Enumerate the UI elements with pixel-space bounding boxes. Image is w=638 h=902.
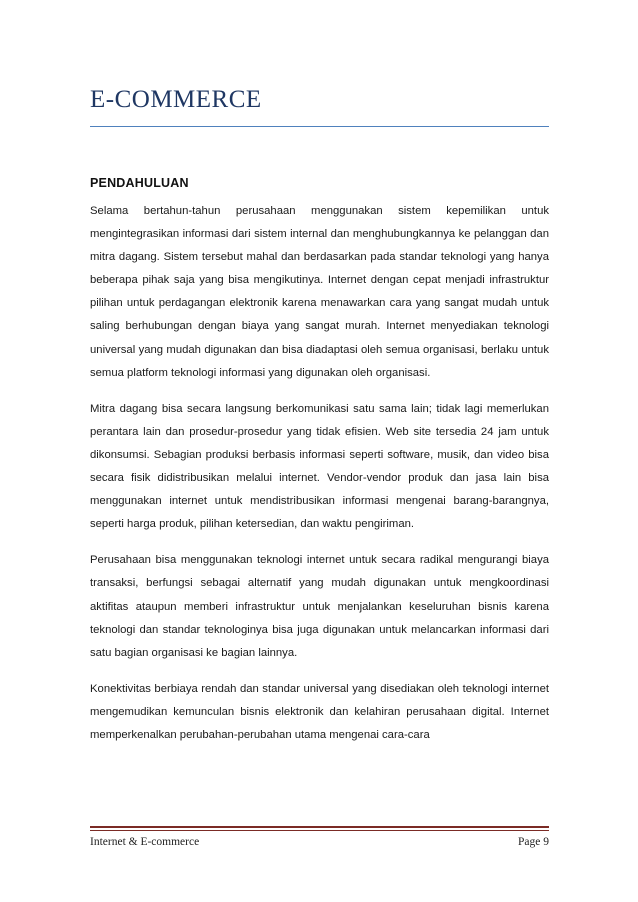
page-footer [90,836,549,848]
paragraph-3: Perusahaan bisa menggunakan teknologi internet untuk secara radikal mengurangi biaya transaksi, berfungsi sebagai alternatif yang mudah digunakan untuk mengkoordinasi aktifitas ataupun memberi infrastruktur untuk menjalankan keseluruhan bisnis karena teknologi dan standar teknologinya bisa juga digunakan untuk melancarkan informasi dari satu bagian organisasi ke bagian lainnya. [90,554,549,659]
document-title: E-COMMERCE [90,86,262,113]
footer-doc-name: Internet & E-commerce [90,836,200,848]
title-underline [90,126,549,127]
footer-rule [90,826,549,828]
paragraph-4: Konektivitas berbiaya rendah dan standar universal yang disediakan oleh teknologi internet mengemudikan kemunculan bisnis elektronik dan kelahiran perusahaan digital. Internet memperkenalkan perubahan-perubahan utama mengenai cara-cara [90,682,549,741]
paragraph-2: Mitra dagang bisa secara langsung berkomunikasi satu sama lain; tidak lagi memerlukan perantara lain dan prosedur-prosedur yang tidak efisien. Web site tersedia 24 jam untuk dikonsumsi. Sebagian produksi berbasis informasi seperti software, musik, dan video bisa secara fisik didistribusikan melalui internet. Vendor-vendor produk dan jasa lain bisa menggunakan internet untuk mendistribusikan informasi mengenai barang-barangnya, seperti harga produk, pilihan ketersedian, dan waktu pengiriman. [90,402,549,531]
paragraph-1: Selama bertahun-tahun perusahaan menggunakan sistem kepemilikan untuk mengintegrasikan informasi dari sistem internal dan menghubungkannya ke pelanggan dan mitra dagang. Sistem tersebut mahal dan berdasarkan pada standar teknologi yang hanya beberapa pihak saja yang bisa mengikutinya. Internet dengan cepat menjadi infrastruktur pilihan untuk perdagangan elektronik karena menawarkan cara yang sangat mudah untuk saling berhubungan dengan biaya yang sangat murah. Internet menyediakan teknologi universal yang mudah digunakan dan bisa diadaptasi oleh semua organisasi, berlaku untuk semua platform teknologi informasi yang digunakan oleh organisasi. [90,205,549,379]
document-body [90,176,549,760]
footer-rule-thin [90,830,549,831]
section-heading: PENDAHULUAN [90,176,189,190]
footer-page-number: Page 9 [518,836,549,848]
